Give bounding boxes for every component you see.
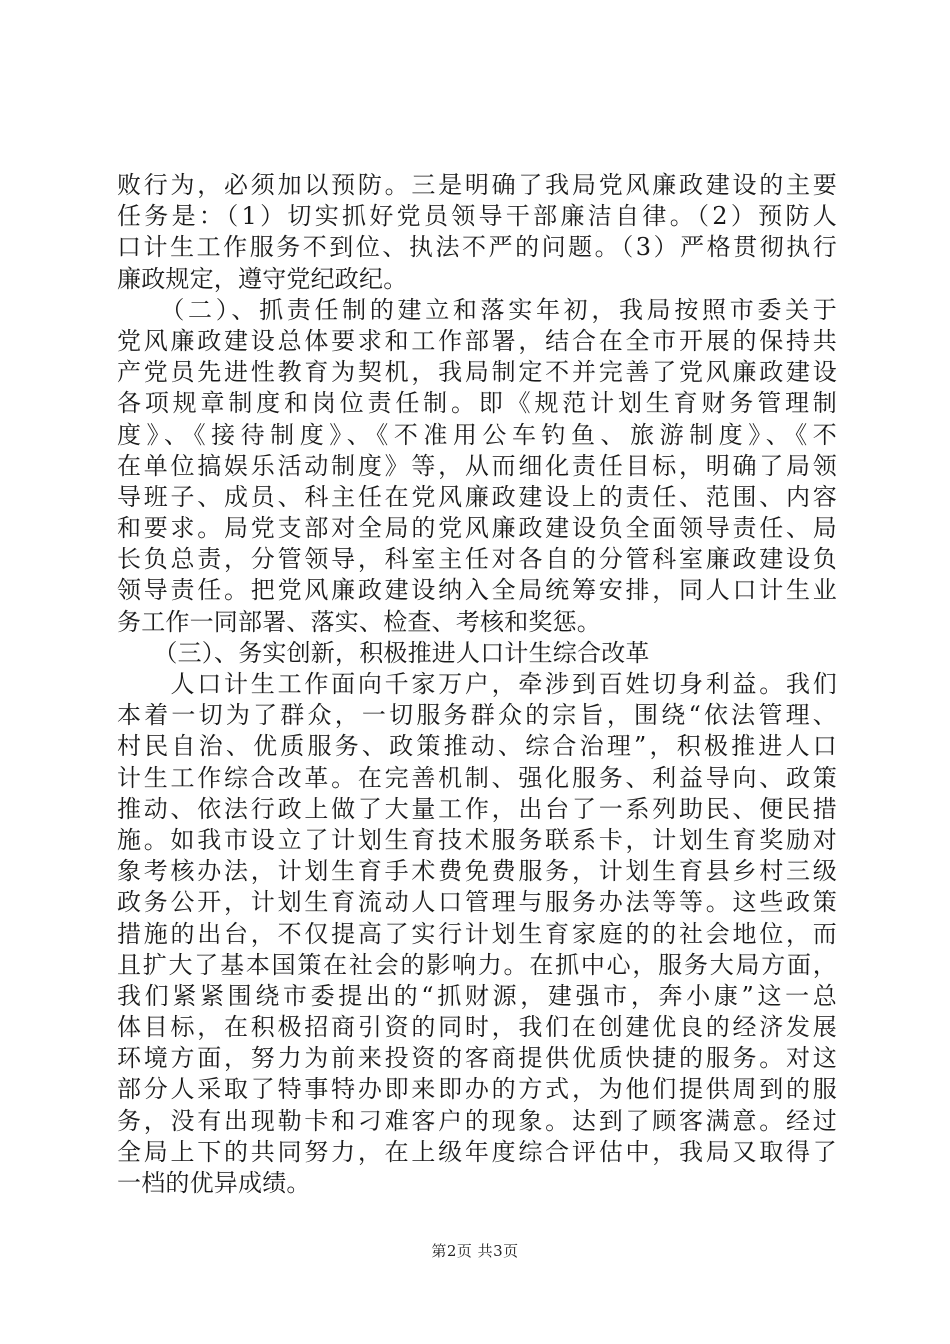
text-line: 败行为，必须加以预防。三是明确了我局党风廉政建设的主要	[117, 171, 837, 199]
text-line: 全局上下的共同努力，在上级年度综合评估中，我局又取得了	[117, 1137, 837, 1166]
text-line: 度》、《接待制度》、《不准用公车钓鱼、旅游制度》、《不	[117, 420, 837, 449]
body-text	[117, 170, 837, 1199]
text-line: 产党员先进性教育为契机，我局制定不并完善了党风廉政建设	[117, 358, 837, 387]
text-line: （二）、抓责任制的建立和落实年初，我局按照市委关于	[117, 295, 837, 324]
text-line: 计生工作综合改革。在完善机制、强化服务、利益导向、政策	[117, 763, 837, 792]
text-line: 环境方面，努力为前来投资的客商提供优质快捷的服务。对这	[117, 1044, 837, 1073]
text-line: 村民自治、优质服务、政策推动、综合治理”，积极推进人口	[117, 732, 837, 761]
text-line: 导班子、成员、科主任在党风廉政建设上的责任、范围、内容	[117, 482, 837, 511]
text-line: 措施的出台，不仅提高了实行计划生育家庭的的社会地位，而	[117, 919, 837, 948]
text-line: 党风廉政建设总体要求和工作部署，结合在全市开展的保持共	[117, 326, 837, 355]
text-line: 任务是：（1）切实抓好党员领导干部廉洁自律。（2）预防人	[117, 202, 837, 231]
text-line: 推动、依法行政上做了大量工作，出台了一系列助民、便民措	[117, 794, 837, 823]
text-line: 各项规章制度和岗位责任制。即《规范计划生育财务管理制	[117, 389, 837, 418]
text-line: 廉政规定，遵守党纪政纪。	[117, 264, 408, 293]
text-line: 务工作一同部署、落实、检查、考核和奖惩。	[117, 607, 601, 636]
text-line: 长负总责，分管领导，科室主任对各自的分管科室廉政建设负	[117, 545, 837, 574]
text-line: 象考核办法，计划生育手术费免费服务，计划生育县乡村三级	[117, 857, 837, 886]
text-line: 政务公开，计划生育流动人口管理与服务办法等等。这些政策	[117, 888, 837, 917]
text-line: 我们紧紧围绕市委提出的“抓财源，建强市，奔小康”这一总	[117, 981, 837, 1010]
page-number-footer: 第2页 共3页	[431, 1242, 519, 1260]
text-line: 和要求。局党支部对全局的党风廉政建设负全面领导责任、局	[117, 514, 837, 543]
text-line: 本着一切为了群众，一切服务群众的宗旨，围绕“依法管理、	[117, 701, 837, 730]
text-line: 一档的优异成绩。	[117, 1169, 311, 1197]
text-line: 口计生工作服务不到位、执法不严的问题。（3）严格贯彻执行	[117, 233, 837, 262]
text-line: （三）、务实创新，积极推进人口计生综合改革	[117, 638, 650, 667]
text-line: 体目标，在积极招商引资的同时，我们在创建优良的经济发展	[117, 1013, 837, 1042]
text-line: 施。如我市设立了计划生育技术服务联系卡，计划生育奖励对	[117, 825, 837, 854]
text-line: 在单位搞娱乐活动制度》等，从而细化责任目标，明确了局领	[117, 451, 837, 480]
text-line: 领导责任。把党风廉政建设纳入全局统筹安排，同人口计生业	[117, 576, 837, 605]
text-line: 部分人采取了特事特办即来即办的方式，为他们提供周到的服	[117, 1075, 837, 1104]
text-line: 人口计生工作面向千家万户，牵涉到百姓切身利益。我们	[117, 670, 837, 698]
text-line: 务，没有出现勒卡和刁难客户的现象。达到了顾客满意。经过	[117, 1106, 837, 1135]
text-line: 且扩大了基本国策在社会的影响力。在抓中心，服务大局方面，	[117, 950, 837, 979]
